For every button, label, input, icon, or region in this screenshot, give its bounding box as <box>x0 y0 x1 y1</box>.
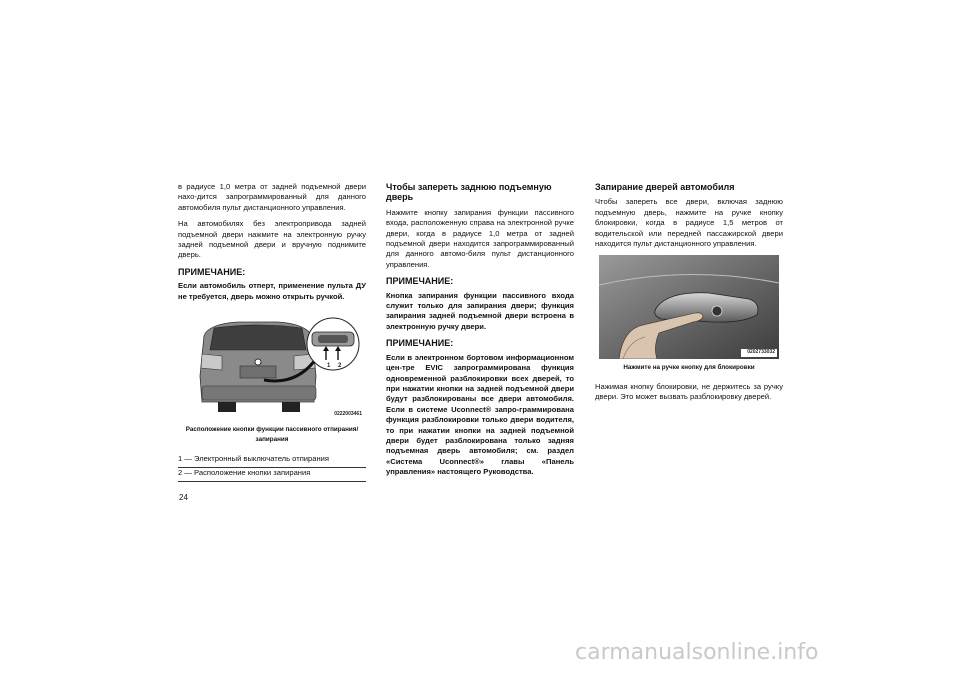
section-heading: Чтобы запереть заднюю подъемную дверь <box>386 182 552 203</box>
note-text: Если автомобиль отперт, применение пульта ДУ не требуется, дверь можно открыть ручкой. <box>178 281 366 301</box>
note-heading: ПРИМЕЧАНИЕ: <box>178 266 246 277</box>
column-middle <box>386 182 574 484</box>
liftgate-figure <box>178 316 366 421</box>
column-right <box>595 182 783 409</box>
paragraph: Нажимая кнопку блокировки, не держитесь за ручку двери. Это может вызвать разблокировку дверей. <box>595 381 783 402</box>
figure-code: 0222003461 <box>334 410 362 417</box>
legend-item-1: 1 — Электронный выключатель отпирания <box>178 453 330 463</box>
paragraph: На автомобилях без электропривода задней подъемной двери нажмите на электронную ручку задней подъемной двери и вручную поднимите дверь. <box>178 219 366 260</box>
section-heading: Запирание дверей автомобиля <box>595 182 735 192</box>
note-heading: ПРИМЕЧАНИЕ: <box>386 338 454 349</box>
watermark: carmanualsonline.info <box>575 640 819 665</box>
divider <box>178 481 366 482</box>
callout-2: 2 <box>338 363 342 370</box>
note-text: Если в электронном бортовом информационном цен-тре EVIC запрограммирована функция одновременной разблокировки всех дверей, то при нажатии кнопки на задней подъемной двери будут разблокированы все двери автомобиля. Если в системе Uconnect® запро-граммирована функция разблокировки только двери водителя, то при нажатии кнопки на задней подъемной двери будет разблокирована только задняя подъемная дверь автомобиля; см. раздел «Система Uconnect®» главы «Панель управления» настоящего Руководства. <box>386 352 574 477</box>
paragraph: в радиусе 1,0 метра от задней подъемной двери нахо-дится запрограммированный для данного автомобиля пульт дистанционного управления. <box>178 182 366 212</box>
figure-caption: Расположение кнопки функции пассивного отпирания/запирания <box>185 426 359 444</box>
note-heading: ПРИМЕЧАНИЕ: <box>386 276 454 287</box>
column-left <box>178 182 366 482</box>
door-handle-figure <box>599 255 779 359</box>
callout-1: 1 <box>327 363 331 370</box>
note-text: Кнопка запирания функции пассивного входа служит только для запирания двери; функция запирания задней подъемной двери встроена в электронную ручку двери. <box>386 290 574 331</box>
paragraph: Чтобы запереть все двери, включая заднюю подъемную дверь, нажмите на ручке кнопку блокировки, когда в радиусе 1,5 метров от водительской или передней пассажирской двери находится пульт дистанционного управления. <box>595 197 783 249</box>
paragraph: Нажмите кнопку запирания функции пассивного входа, расположенную справа на электронной ручке двери, когда в радиусе 1,0 метра от задней подъемной двери находится запрограммированный для данного автомо-биля пульт дистанционного управления. <box>386 207 574 269</box>
door-handle-photo <box>599 255 779 359</box>
figure-caption: Нажмите на ручке кнопку для блокировки <box>623 364 755 372</box>
legend-item-2: 2 — Расположение кнопки запирания <box>178 467 311 477</box>
page-number: 24 <box>179 493 188 502</box>
figure-code: 0202733032 <box>747 349 775 356</box>
